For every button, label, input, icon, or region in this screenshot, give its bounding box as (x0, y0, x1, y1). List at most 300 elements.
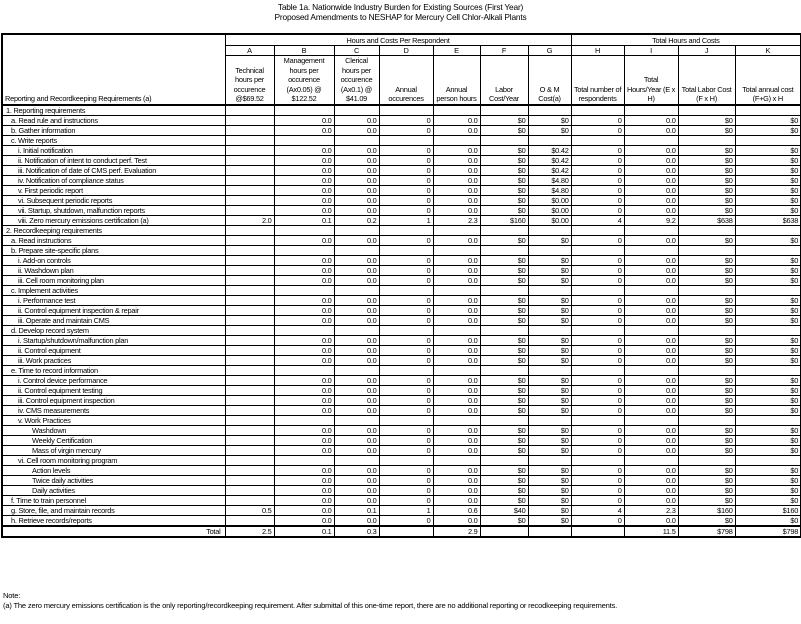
cell-b: 0.0 (274, 395, 334, 405)
cell-c: 0.0 (334, 195, 379, 205)
cell-e (433, 285, 480, 295)
cell-b: 0.0 (274, 335, 334, 345)
cell-b: 0.1 (274, 215, 334, 225)
table-footer (2, 526, 801, 537)
cell-k: $0 (735, 475, 801, 485)
table-row (2, 175, 801, 185)
cell-g: $0.00 (528, 195, 571, 205)
row-label: Twice daily activities (2, 475, 225, 485)
cell-f: $0 (480, 315, 528, 325)
cell-f: $0 (480, 175, 528, 185)
cell-h: 0 (571, 155, 624, 165)
cell-e: 0.0 (433, 515, 480, 526)
total-cell-e: 2.9 (433, 526, 480, 537)
cell-d: 0 (379, 385, 433, 395)
col-label-g: O & M Cost(a) (528, 56, 571, 105)
total-cell-k: $798 (735, 526, 801, 537)
cell-h: 0 (571, 445, 624, 455)
cell-j: $0 (678, 475, 735, 485)
cell-e: 0.0 (433, 125, 480, 135)
cell-a (225, 125, 274, 135)
cell-k (735, 415, 801, 425)
note-heading: Note: (3, 591, 21, 600)
cell-c: 0.0 (334, 165, 379, 175)
cell-f: $40 (480, 505, 528, 515)
cell-a (225, 445, 274, 455)
cell-d: 0 (379, 305, 433, 315)
cell-f: $0 (480, 405, 528, 415)
cell-e: 0.0 (433, 425, 480, 435)
cell-d (379, 455, 433, 465)
cell-d: 0 (379, 165, 433, 175)
cell-i (624, 365, 678, 375)
cell-j: $0 (678, 155, 735, 165)
cell-e: 0.0 (433, 155, 480, 165)
cell-a (225, 195, 274, 205)
row-label: c. Implement activities (2, 285, 225, 295)
cell-e: 0.0 (433, 485, 480, 495)
cell-i: 0.0 (624, 145, 678, 155)
cell-e: 0.0 (433, 475, 480, 485)
cell-i: 0.0 (624, 295, 678, 305)
cell-i: 0.0 (624, 305, 678, 315)
row-label: i. Add-on controls (2, 255, 225, 265)
table-row (2, 205, 801, 215)
cell-d (379, 105, 433, 116)
table-row (2, 165, 801, 175)
cell-a (225, 275, 274, 285)
group-total: Total Hours and Costs (571, 34, 801, 46)
cell-h: 0 (571, 495, 624, 505)
cell-i: 0.0 (624, 125, 678, 135)
group-per-respondent: Hours and Costs Per Respondent (225, 34, 571, 46)
cell-j: $0 (678, 345, 735, 355)
cell-c: 0.0 (334, 375, 379, 385)
cell-f: $160 (480, 215, 528, 225)
cell-j: $0 (678, 275, 735, 285)
row-label: iii. Work practices (2, 355, 225, 365)
cell-d (379, 415, 433, 425)
cell-h: 0 (571, 355, 624, 365)
cell-j: $0 (678, 395, 735, 405)
cell-a (225, 325, 274, 335)
cell-h: 0 (571, 265, 624, 275)
cell-g: $0 (528, 335, 571, 345)
cell-e (433, 105, 480, 116)
cell-d: 0 (379, 395, 433, 405)
cell-e (433, 455, 480, 465)
cell-f (480, 415, 528, 425)
cell-k (735, 285, 801, 295)
cell-f: $0 (480, 275, 528, 285)
cell-b: 0.0 (274, 385, 334, 395)
cell-f: $0 (480, 515, 528, 526)
cell-g: $0 (528, 495, 571, 505)
cell-i: 9.2 (624, 215, 678, 225)
cell-a (225, 265, 274, 275)
col-letter-d: D (379, 46, 433, 56)
note-a: (a) The zero mercury emissions certification is the only reporting/recordkeeping requirement. After submittal of this one-time report, there are no additional reporting or recodkeeping requirements. (3, 601, 618, 610)
cell-j: $0 (678, 375, 735, 385)
cell-e: 0.0 (433, 185, 480, 195)
cell-c: 0.0 (334, 115, 379, 125)
cell-g: $0 (528, 385, 571, 395)
cell-f: $0 (480, 485, 528, 495)
cell-k: $0 (735, 335, 801, 345)
cell-a (225, 225, 274, 235)
cell-b (274, 245, 334, 255)
cell-g: $0 (528, 505, 571, 515)
col-letter-c: C (334, 46, 379, 56)
cell-i: 2.3 (624, 505, 678, 515)
total-cell-f (480, 526, 528, 537)
cell-k: $0 (735, 395, 801, 405)
col-letter-k: K (735, 46, 801, 56)
total-cell-g (528, 526, 571, 537)
table-row (2, 215, 801, 225)
cell-f (480, 105, 528, 116)
row-label: 1. Reporting requirements (2, 105, 225, 116)
row-label: iv. CMS measurements (2, 405, 225, 415)
cell-k: $0 (735, 115, 801, 125)
cell-g: $0 (528, 125, 571, 135)
cell-j: $0 (678, 115, 735, 125)
cell-d: 0 (379, 465, 433, 475)
cell-d (379, 285, 433, 295)
row-label: 2. Recordkeeping requirements (2, 225, 225, 235)
cell-d: 0 (379, 235, 433, 245)
cell-h: 0 (571, 335, 624, 345)
table-row (2, 265, 801, 275)
cell-k (735, 245, 801, 255)
cell-h: 0 (571, 295, 624, 305)
table-subtitle: Proposed Amendments to NESHAP for Mercury Cell Chlor-Alkali Plants (274, 12, 527, 22)
cell-j: $638 (678, 215, 735, 225)
col-label-i: Total Hours/Year (E x H) (624, 56, 678, 105)
cell-d: 0 (379, 445, 433, 455)
col-label-h: Total number of respondents (571, 56, 624, 105)
cell-b: 0.0 (274, 255, 334, 265)
cell-g: $0 (528, 255, 571, 265)
cell-h (571, 245, 624, 255)
cell-a (225, 145, 274, 155)
cell-c: 0.0 (334, 275, 379, 285)
cell-f: $0 (480, 165, 528, 175)
cell-d: 0 (379, 425, 433, 435)
cell-e: 0.0 (433, 495, 480, 505)
table-row (2, 425, 801, 435)
cell-h: 0 (571, 485, 624, 495)
row-label: iv. Notification of compliance status (2, 175, 225, 185)
cell-g: $0.42 (528, 155, 571, 165)
cell-j: $0 (678, 335, 735, 345)
cell-b: 0.0 (274, 405, 334, 415)
cell-k: $0 (735, 265, 801, 275)
cell-c: 0.0 (334, 295, 379, 305)
table-row (2, 275, 801, 285)
cell-a (225, 345, 274, 355)
cell-i: 0.0 (624, 205, 678, 215)
total-cell-j: $798 (678, 526, 735, 537)
cell-b: 0.0 (274, 345, 334, 355)
table-row (2, 485, 801, 495)
row-label: b. Gather information (2, 125, 225, 135)
cell-j (678, 415, 735, 425)
table-row (2, 405, 801, 415)
cell-j: $0 (678, 355, 735, 365)
cell-b: 0.0 (274, 185, 334, 195)
table-title: Table 1a. Nationwide Industry Burden for Existing Sources (First Year) (277, 2, 524, 12)
cell-c: 0.0 (334, 175, 379, 185)
cell-i (624, 285, 678, 295)
cell-a (225, 235, 274, 245)
cell-d: 0 (379, 495, 433, 505)
cell-e: 0.0 (433, 205, 480, 215)
cell-f (480, 245, 528, 255)
cell-k: $0 (735, 295, 801, 305)
cell-i: 0.0 (624, 495, 678, 505)
cell-k: $0 (735, 165, 801, 175)
cell-c: 0.0 (334, 515, 379, 526)
cell-h: 0 (571, 185, 624, 195)
cell-c: 0.0 (334, 485, 379, 495)
cell-a (225, 315, 274, 325)
cell-e (433, 365, 480, 375)
total-cell-b: 0.1 (274, 526, 334, 537)
table-row (2, 515, 801, 526)
cell-d: 0 (379, 185, 433, 195)
cell-g: $0 (528, 485, 571, 495)
cell-d: 0 (379, 375, 433, 385)
cell-a (225, 365, 274, 375)
total-cell-i: 11.5 (624, 526, 678, 537)
cell-i (624, 415, 678, 425)
row-label: Washdown (2, 425, 225, 435)
cell-d (379, 225, 433, 235)
cell-j: $0 (678, 465, 735, 475)
cell-g: $0 (528, 345, 571, 355)
cell-j: $0 (678, 165, 735, 175)
cell-g: $0 (528, 435, 571, 445)
col-letter-b: B (274, 46, 334, 56)
cell-j: $0 (678, 255, 735, 265)
cell-i: 0.0 (624, 375, 678, 385)
cell-c: 0.0 (334, 255, 379, 265)
cell-g: $0 (528, 355, 571, 365)
cell-a (225, 405, 274, 415)
cell-g (528, 325, 571, 335)
cell-c: 0.0 (334, 475, 379, 485)
cell-g (528, 105, 571, 116)
cell-h: 0 (571, 515, 624, 526)
cell-i (624, 135, 678, 145)
cell-c: 0.2 (334, 215, 379, 225)
total-cell-h (571, 526, 624, 537)
cell-j: $0 (678, 515, 735, 526)
cell-f: $0 (480, 475, 528, 485)
cell-c: 0.0 (334, 465, 379, 475)
cell-d: 0 (379, 195, 433, 205)
cell-a (225, 285, 274, 295)
group-header-row (2, 34, 801, 46)
cell-g: $0 (528, 465, 571, 475)
cell-i: 0.0 (624, 115, 678, 125)
total-cell-a: 2.5 (225, 526, 274, 537)
cell-g: $0.42 (528, 165, 571, 175)
cell-d: 0 (379, 295, 433, 305)
cell-j (678, 245, 735, 255)
cell-a (225, 455, 274, 465)
cell-b: 0.0 (274, 445, 334, 455)
cell-h (571, 225, 624, 235)
cell-h: 0 (571, 145, 624, 155)
cell-k (735, 325, 801, 335)
cell-g: $0 (528, 405, 571, 415)
cell-e (433, 225, 480, 235)
cell-c: 0.0 (334, 155, 379, 165)
cell-a (225, 335, 274, 345)
cell-e: 0.0 (433, 195, 480, 205)
cell-j (678, 325, 735, 335)
col-label-a: Technical hours per occurence @$69.52 (225, 56, 274, 105)
cell-g: $0 (528, 445, 571, 455)
cell-k: $0 (735, 385, 801, 395)
cell-b: 0.0 (274, 145, 334, 155)
cell-c: 0.0 (334, 125, 379, 135)
table-row (2, 355, 801, 365)
table-row (2, 395, 801, 405)
table-row (2, 315, 801, 325)
cell-e: 0.0 (433, 395, 480, 405)
col-label-j: Total Labor Cost (F x H) (678, 56, 735, 105)
cell-a (225, 255, 274, 265)
table-row (2, 445, 801, 455)
cell-k (735, 105, 801, 116)
cell-f: $0 (480, 265, 528, 275)
cell-c: 0.0 (334, 395, 379, 405)
cell-a (225, 395, 274, 405)
cell-f: $0 (480, 185, 528, 195)
cell-k: $0 (735, 485, 801, 495)
cell-a (225, 515, 274, 526)
cell-h: 0 (571, 375, 624, 385)
cell-i: 0.0 (624, 445, 678, 455)
cell-i: 0.0 (624, 435, 678, 445)
row-label: ii. Control equipment inspection & repair (2, 305, 225, 315)
table-row (2, 495, 801, 505)
table-row (2, 155, 801, 165)
cell-c: 0.0 (334, 405, 379, 415)
cell-a (225, 355, 274, 365)
cell-b: 0.0 (274, 315, 334, 325)
col-letter-f: F (480, 46, 528, 56)
cell-b: 0.0 (274, 295, 334, 305)
cell-i (624, 455, 678, 465)
table-row (2, 185, 801, 195)
cell-b (274, 415, 334, 425)
row-label: iii. Operate and maintain CMS (2, 315, 225, 325)
cell-k: $0 (735, 375, 801, 385)
col-label-k: Total annual cost (F+G) x H (735, 56, 801, 105)
table-row (2, 365, 801, 375)
cell-j: $0 (678, 435, 735, 445)
cell-g: $0.00 (528, 205, 571, 215)
cell-e: 0.0 (433, 345, 480, 355)
cell-i: 0.0 (624, 175, 678, 185)
cell-b: 0.0 (274, 265, 334, 275)
cell-k: $638 (735, 215, 801, 225)
row-label: ii. Notification of intent to conduct perf. Test (2, 155, 225, 165)
table-header (2, 34, 801, 105)
cell-i: 0.0 (624, 485, 678, 495)
cell-a (225, 305, 274, 315)
cell-c: 0.0 (334, 425, 379, 435)
col-letter-i: I (624, 46, 678, 56)
cell-a (225, 175, 274, 185)
cell-c (334, 135, 379, 145)
cell-g: $0 (528, 395, 571, 405)
cell-a (225, 165, 274, 175)
cell-b: 0.0 (274, 115, 334, 125)
cell-a: 2.0 (225, 215, 274, 225)
col-letter-h: H (571, 46, 624, 56)
cell-e: 0.0 (433, 315, 480, 325)
cell-k: $0 (735, 145, 801, 155)
cell-b: 0.0 (274, 125, 334, 135)
cell-a (225, 435, 274, 445)
cell-c: 0.0 (334, 435, 379, 445)
col-letter-e: E (433, 46, 480, 56)
cell-a (225, 465, 274, 475)
cell-e: 0.0 (433, 405, 480, 415)
cell-h: 4 (571, 215, 624, 225)
cell-f (480, 135, 528, 145)
table-row (2, 125, 801, 135)
cell-j (678, 135, 735, 145)
cell-h (571, 285, 624, 295)
cell-i: 0.0 (624, 185, 678, 195)
cell-b: 0.0 (274, 485, 334, 495)
cell-k: $0 (735, 435, 801, 445)
cell-f: $0 (480, 305, 528, 315)
cell-b (274, 365, 334, 375)
cell-g: $4.80 (528, 175, 571, 185)
cell-c (334, 365, 379, 375)
cell-f: $0 (480, 115, 528, 125)
cell-e: 0.0 (433, 335, 480, 345)
cell-g (528, 135, 571, 145)
cell-a (225, 185, 274, 195)
cell-b: 0.0 (274, 305, 334, 315)
cell-c: 0.0 (334, 315, 379, 325)
cell-c: 0.1 (334, 505, 379, 515)
table-row (2, 115, 801, 125)
cell-g (528, 285, 571, 295)
cell-c: 0.0 (334, 145, 379, 155)
cell-h: 0 (571, 425, 624, 435)
cell-a (225, 495, 274, 505)
cell-g (528, 225, 571, 235)
cell-c: 0.0 (334, 445, 379, 455)
row-label: iii. Notification of date of CMS perf. Evaluation (2, 165, 225, 175)
cell-b: 0.0 (274, 195, 334, 205)
table-row (2, 505, 801, 515)
row-label: Action levels (2, 465, 225, 475)
row-label: d. Develop record system (2, 325, 225, 335)
cell-a (225, 115, 274, 125)
row-label: v. Work Practices (2, 415, 225, 425)
table-row (2, 375, 801, 385)
